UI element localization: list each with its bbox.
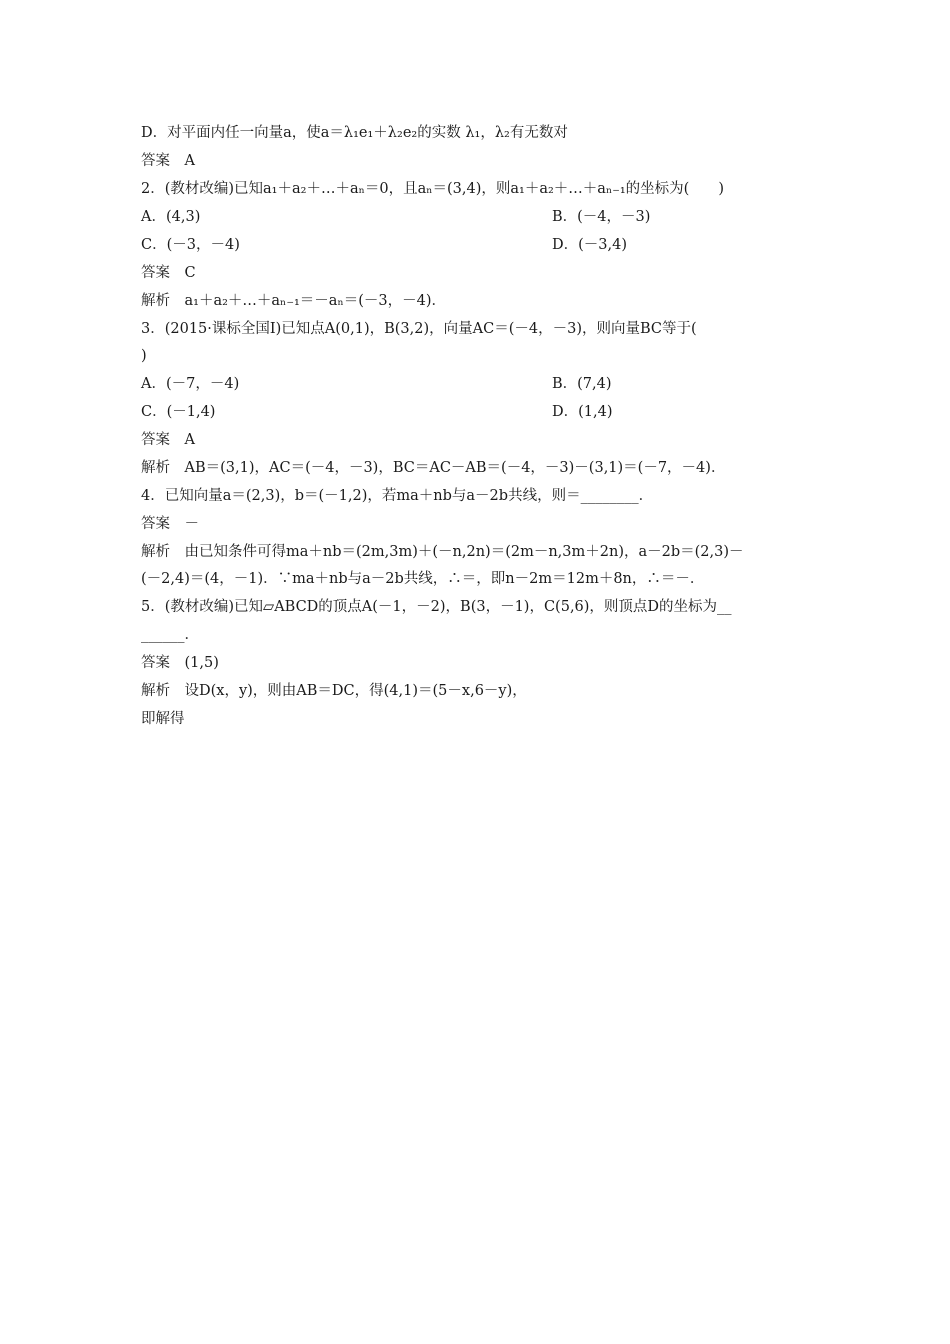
q3-option-d: D．(1,4)	[552, 404, 613, 420]
q2-options-cd	[141, 235, 627, 255]
q3-option-b: B．(7,4)	[552, 376, 612, 392]
q5-analysis-cont: 即解得	[141, 711, 185, 727]
q4-answer: 答案 －	[141, 516, 199, 532]
q1-answer: 答案 A	[141, 153, 195, 169]
q1-option-d: D．对平面内任一向量a，使a＝λ₁e₁＋λ₂e₂的实数 λ₁，λ₂有无数对	[141, 125, 568, 141]
q3-option-a: A．(－7，－4)	[141, 376, 240, 392]
q3-stem: 3．(2015·课标全国Ⅰ)已知点A(0,1)，B(3,2)，向量AC＝(－4，－3)，则向量BC等于(	[141, 321, 697, 337]
q4-analysis: 解析 由已知条件可得ma＋nb＝(2m,3m)＋(－n,2n)＝(2m－n,3m＋2n)，a－2b＝(2,3)－	[141, 544, 744, 560]
q3-answer: 答案 A	[141, 432, 195, 448]
q3-stem-cont: )	[141, 348, 147, 364]
q5-answer: 答案 (1,5)	[141, 655, 219, 671]
q3-options-ab	[141, 374, 612, 394]
q3-options-cd	[141, 402, 613, 422]
q2-options-ab	[141, 207, 651, 227]
q2-stem: 2．(教材改编)已知a₁＋a₂＋…＋aₙ＝0，且aₙ＝(3,4)，则a₁＋a₂＋…＋aₙ₋₁的坐标为( )	[141, 181, 724, 197]
q5-analysis: 解析 设D(x，y)，则由AB＝DC，得(4,1)＝(5－x,6－y)，	[141, 683, 527, 699]
q2-option-d: D．(－3,4)	[552, 237, 627, 253]
q2-analysis: 解析 a₁＋a₂＋…＋aₙ₋₁＝－aₙ＝(－3，－4)．	[141, 293, 446, 309]
q3-analysis: 解析 AB＝(3,1)，AC＝(－4，－3)，BC＝AC－AB＝(－4，－3)－(3,1)＝(－7，－4)．	[141, 460, 726, 476]
q4-analysis-cont: (－2,4)＝(4，－1)．∵ma＋nb与a－2b共线，∴＝，即n－2m＝12m＋8n，∴＝－．	[141, 571, 705, 587]
q5-stem-cont: ______．	[141, 627, 199, 643]
q2-answer: 答案 C	[141, 265, 196, 281]
q2-option-b: B．(－4，－3)	[552, 209, 651, 225]
q2-option-a: A．(4,3)	[141, 209, 201, 225]
q3-option-c: C．(－1,4)	[141, 404, 216, 420]
q2-option-c: C．(－3，－4)	[141, 237, 240, 253]
q5-stem: 5．(教材改编)已知▱ABCD的顶点A(－1，－2)，B(3，－1)，C(5,6)，则顶点D的坐标为__	[141, 599, 732, 615]
q4-stem: 4．已知向量a＝(2,3)，b＝(－1,2)，若ma＋nb与a－2b共线，则＝________．	[141, 488, 654, 504]
